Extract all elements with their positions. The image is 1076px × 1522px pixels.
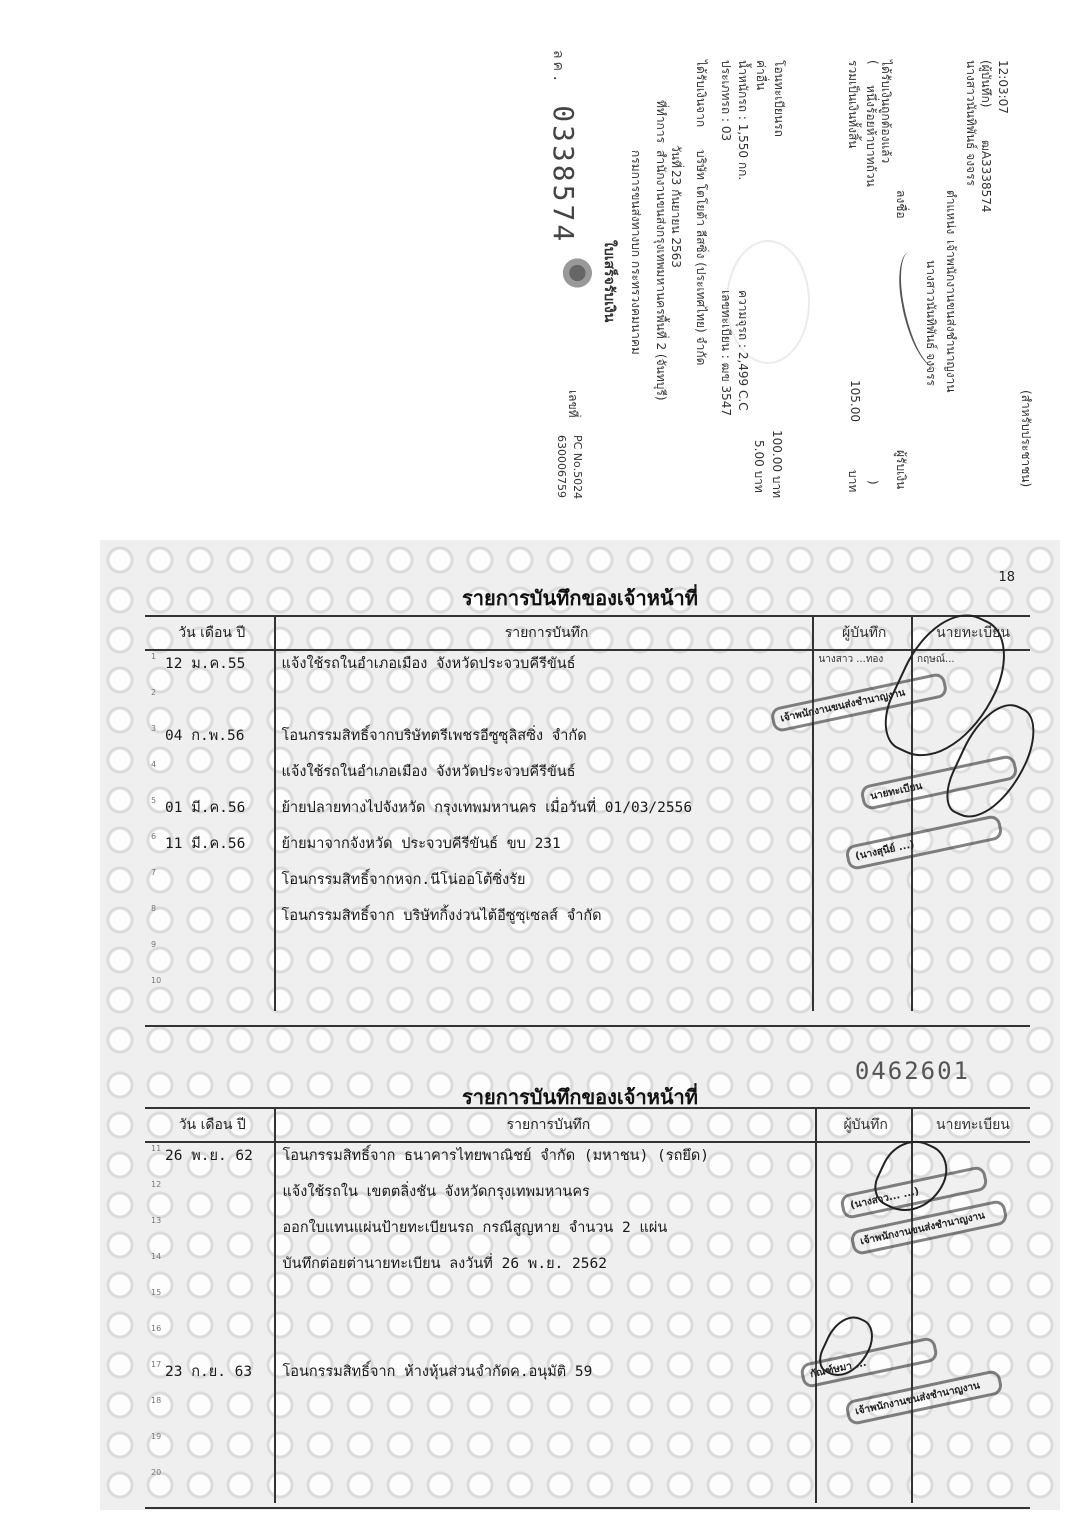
overlap-serial: 0462601 [854, 1057, 970, 1085]
header-entry: รายการบันทึก [275, 616, 814, 650]
registrar-cell [912, 1287, 1030, 1323]
line-number: 3 [151, 724, 157, 733]
recorder-label: (ผู้บันทึก) [979, 60, 993, 108]
entry-text: โอนกรรมสิทธิ์จากบริษัทตรีเพชรอีซูซุลิสซิ่ง จำกัด [281, 728, 587, 744]
line-number: 6 [151, 832, 157, 841]
date-cell [145, 1323, 275, 1359]
table-end-rule [145, 1025, 1030, 1027]
date-cell [145, 1179, 275, 1215]
entry-cell [275, 1215, 816, 1251]
line-number: 16 [151, 1324, 162, 1333]
signer-name: นางสาวนันทิพันธ์ จงจรร [924, 260, 938, 386]
receipt-time: 12:03:07 [996, 60, 1010, 114]
received-from-value: บริษัท โตโยต้า ลีสซิ่ง (ประเทศไทย) จำกัด [694, 150, 708, 366]
total-unit: บาท [846, 470, 860, 493]
date-cell [145, 1142, 275, 1179]
vehicle-type: ประเภทรถ : 03 [719, 60, 733, 142]
line-number: 1 [151, 652, 157, 661]
line-number: 15 [151, 1288, 162, 1297]
receipt-title: ใบเสร็จรับเงิน [601, 240, 617, 323]
header-recorder: ผู้บันทึก [816, 1108, 912, 1142]
header-registrar: นายทะเบียน [912, 616, 1030, 650]
department: กรมการขนส่งทางบก กระทรวงคมนาคม [629, 150, 643, 355]
date-cell [145, 867, 275, 903]
date-cell [145, 1431, 275, 1467]
date-cell [145, 1395, 275, 1431]
serial-number: 0338574 [547, 105, 580, 245]
date-cell [145, 903, 275, 939]
position-label: ตำแหน่ง [944, 190, 958, 235]
date-cell [145, 795, 275, 831]
record-table [145, 615, 1030, 1011]
table-row [145, 1431, 1030, 1467]
received-confirm: ได้รับเงินถูกต้องแล้ว [879, 60, 893, 164]
entry-date: 01 มี.ค.56 [165, 800, 246, 816]
recorder-name: นางสาวนันทิพันธ์ จงจรร [964, 60, 978, 186]
fee-label: ค่าอื่น [754, 60, 768, 91]
transfer-label: โอนทะเบียนรถ [772, 60, 786, 137]
entry-cell [275, 1179, 816, 1215]
faint-watermark [726, 240, 810, 364]
number-value: 630006759 [555, 435, 568, 498]
record-title: รายการบันทึกของเจ้าหน้าที่ [462, 586, 698, 610]
header-date: วัน เดือน ปี [145, 1108, 275, 1142]
header-registrar: นายทะเบียน [912, 1108, 1030, 1142]
entry-cell [275, 831, 814, 867]
registrar-text: กฤษณ์... [917, 654, 955, 665]
entry-text: ออกใบแทนแผ่นป้ายทะเบียนรถ กรณีสูญหาย จำนวน 2 แผ่น [282, 1220, 668, 1236]
recorder-text: นางสาว ...ทอง [818, 654, 884, 665]
entry-cell [275, 867, 814, 903]
garuda-emblem-icon [551, 255, 595, 291]
entry-cell [275, 687, 814, 723]
date-cell [145, 939, 275, 975]
official-record-page-1 [100, 540, 1060, 1075]
pc-number: PC No.5024 [571, 435, 584, 500]
official-stamp: เจ้าพนักงานขนส่งชำนาญงาน [849, 1199, 1009, 1256]
sign-label: ลงชื่อ [894, 190, 908, 219]
entry-cell [275, 939, 814, 975]
line-number: 10 [151, 976, 162, 985]
entry-text: แจ้งใช้รถใน เขตตลิ่งชัน จังหวัดกรุงเทพมหานคร [282, 1184, 590, 1200]
date-cell [145, 1215, 275, 1251]
date-cell [145, 1359, 275, 1395]
recorder-cell [813, 939, 912, 975]
registrar-stamp: นายทะเบียน [859, 754, 1019, 811]
total-value: 105.00 [848, 380, 862, 422]
entry-cell [275, 1287, 816, 1323]
line-number: 2 [151, 688, 157, 697]
office-value: สำนักงานขนส่งกรุงเทพมหานครพื้นที่ 2 (จันทบุรี) [654, 150, 668, 401]
total-label: รวมเป็นเงินทั้งสิ้น [846, 60, 860, 149]
registrar-cell [912, 939, 1030, 975]
table-row [145, 1251, 1030, 1287]
recorder-cell [813, 867, 912, 903]
table-header [145, 1108, 1030, 1142]
entry-cell [275, 1467, 816, 1503]
recorder-cell [813, 975, 912, 1011]
entry-cell [275, 1395, 816, 1431]
entry-text: ย้ายปลายทางไปจังหวัด กรุงเทพมหานคร เมื่อวันที่ 01/03/2556 [281, 800, 693, 816]
registrar-cell [912, 975, 1030, 1011]
entry-text: บันทึกต่อยต่านายทะเบียน ลงวันที่ 26 พ.ย. 2562 [282, 1256, 607, 1272]
line-number: 9 [151, 940, 157, 949]
entry-cell [275, 1142, 816, 1179]
table-row [145, 867, 1030, 903]
engine-cc: ความจุรถ : 2,499 C.C [736, 290, 750, 411]
registrar-cell [912, 1431, 1030, 1467]
table-row [145, 903, 1030, 939]
receipt-section [20, 40, 1040, 530]
table-header [145, 616, 1030, 650]
registrar-cell [912, 867, 1030, 903]
date-cell [145, 650, 275, 687]
line-number: 5 [151, 796, 157, 805]
receipt-serial [547, 50, 580, 244]
fee-value: 5.00 บาท [752, 440, 766, 493]
entry-date: 11 มี.ค.56 [165, 836, 246, 852]
vehicle-weight: น้ำหนักรถ : 1,550 กก. [736, 60, 750, 181]
name-stamp: กัณฑ์ษมา ... [799, 1336, 939, 1389]
words-open-paren: ( [866, 60, 880, 65]
line-number: 4 [151, 760, 157, 769]
entry-text: โอนกรรมสิทธิ์จาก บริษัทกิ้งง่วนไต้อีซูซุเซลส์ จำกัด [281, 908, 602, 924]
receiver-label: ผู้รับเงิน [894, 450, 908, 490]
line-number: 12 [151, 1180, 162, 1189]
header-recorder: ผู้บันทึก [813, 616, 912, 650]
entry-cell [275, 759, 814, 795]
line-number: 17 [151, 1360, 162, 1369]
entry-text: โอนกรรมสิทธิ์จากหจก.นีโน่ออโต้ซิ่งรัย [281, 872, 526, 888]
table-row [145, 1287, 1030, 1323]
words-close-paren: ) [866, 480, 880, 485]
recorder-cell [813, 903, 912, 939]
table-row [145, 975, 1030, 1011]
line-number: 18 [151, 1396, 162, 1405]
entry-cell [275, 1359, 816, 1395]
entry-text: โอนกรรมสิทธิ์จาก ห้างหุ้นส่วนจำกัดค.อนุมัติ 59 [282, 1364, 593, 1380]
receipt [20, 40, 1040, 530]
position-value: เจ้าพนักงานขนส่งชำนาญงาน [944, 240, 958, 393]
line-number: 7 [151, 868, 157, 877]
date-value: 23 กันยายน 2563 [669, 170, 683, 268]
received-from-label: ได้รับเงินจาก [694, 60, 708, 128]
date-cell [145, 723, 275, 759]
recorder-code: ฒA3338574 [979, 140, 993, 213]
date-cell [145, 1251, 275, 1287]
public-copy-label: (สำหรับประชาชน) [1019, 390, 1033, 488]
entry-cell [275, 975, 814, 1011]
entry-cell [275, 1251, 816, 1287]
table-row [145, 939, 1030, 975]
name-stamp: (นางสาว... ...) [839, 1165, 989, 1220]
line-number: 8 [151, 904, 157, 913]
record-title: รายการบันทึกของเจ้าหน้าที่ [462, 1085, 698, 1109]
line-number: 14 [151, 1252, 162, 1261]
official-stamp: เจ้าพนักงานขนส่งชำนาญงาน [844, 1369, 1004, 1426]
name-stamp: (นางสุนีย์ ...) [844, 814, 1004, 871]
entry-cell [275, 1431, 816, 1467]
number-label: เลขที่ [566, 390, 580, 418]
recorder-cell [816, 1251, 912, 1287]
entry-cell [275, 795, 814, 831]
entry-text: ย้ายมาจากจังหวัด ประจวบคีรีขันธ์ ขบ 231 [281, 836, 561, 852]
entry-text: แจ้งใช้รถในอำเภอเมือง จังหวัดประจวบคีรีขันธ์ [281, 656, 576, 672]
line-number: 19 [151, 1432, 162, 1441]
official-stamp: เจ้าพนักงานขนส่งชำนาญงาน [769, 672, 948, 733]
recorder-cell [816, 1431, 912, 1467]
date-cell [145, 759, 275, 795]
recorder-cell [816, 1467, 912, 1503]
entry-cell [275, 1323, 816, 1359]
line-number: 20 [151, 1468, 162, 1477]
office-label: ที่ทำการ [654, 100, 668, 144]
date-cell [145, 1287, 275, 1323]
line-number: 11 [151, 1144, 162, 1153]
date-cell [145, 831, 275, 867]
registrar-cell [912, 1467, 1030, 1503]
header-date: วัน เดือน ปี [145, 616, 275, 650]
header-entry: รายการบันทึก [275, 1108, 816, 1142]
serial-prefix: ลค. [550, 50, 566, 86]
table-row [145, 1467, 1030, 1503]
date-cell [145, 975, 275, 1011]
registrar-cell [912, 1251, 1030, 1287]
official-record-page-2 [100, 1057, 1060, 1510]
entry-cell [275, 723, 814, 759]
recorder-cell [816, 1287, 912, 1323]
date-label: วันที่ [669, 145, 683, 168]
page-number: 18 [998, 570, 1015, 585]
amount-in-words: หนึ่งร้อยห้าบาทถ้วน [864, 85, 878, 187]
table-end-rule [145, 1507, 1030, 1509]
registrar-cell [912, 903, 1030, 939]
entry-date: 12 ม.ค.55 [165, 656, 246, 672]
date-cell [145, 687, 275, 723]
entry-date: 04 ก.พ.56 [165, 728, 245, 744]
entry-date: 26 พ.ย. 62 [165, 1148, 253, 1164]
plate-number: เลขทะเบียน : ฒข 3547 [719, 290, 733, 417]
line-number: 13 [151, 1216, 162, 1225]
entry-text: โอนกรรมสิทธิ์จาก ธนาคารไทยพาณิชย์ จำกัด (มหาชน) (รถยึด) [282, 1148, 709, 1164]
entry-cell [275, 903, 814, 939]
entry-text: แจ้งใช้รถในอำเภอเมือง จังหวัดประจวบคีรีขันธ์ [281, 764, 576, 780]
transfer-value: 100.00 บาท [770, 430, 784, 499]
entry-date: 23 ก.ย. 63 [165, 1364, 253, 1380]
entry-cell [275, 650, 814, 687]
date-cell [145, 1467, 275, 1503]
